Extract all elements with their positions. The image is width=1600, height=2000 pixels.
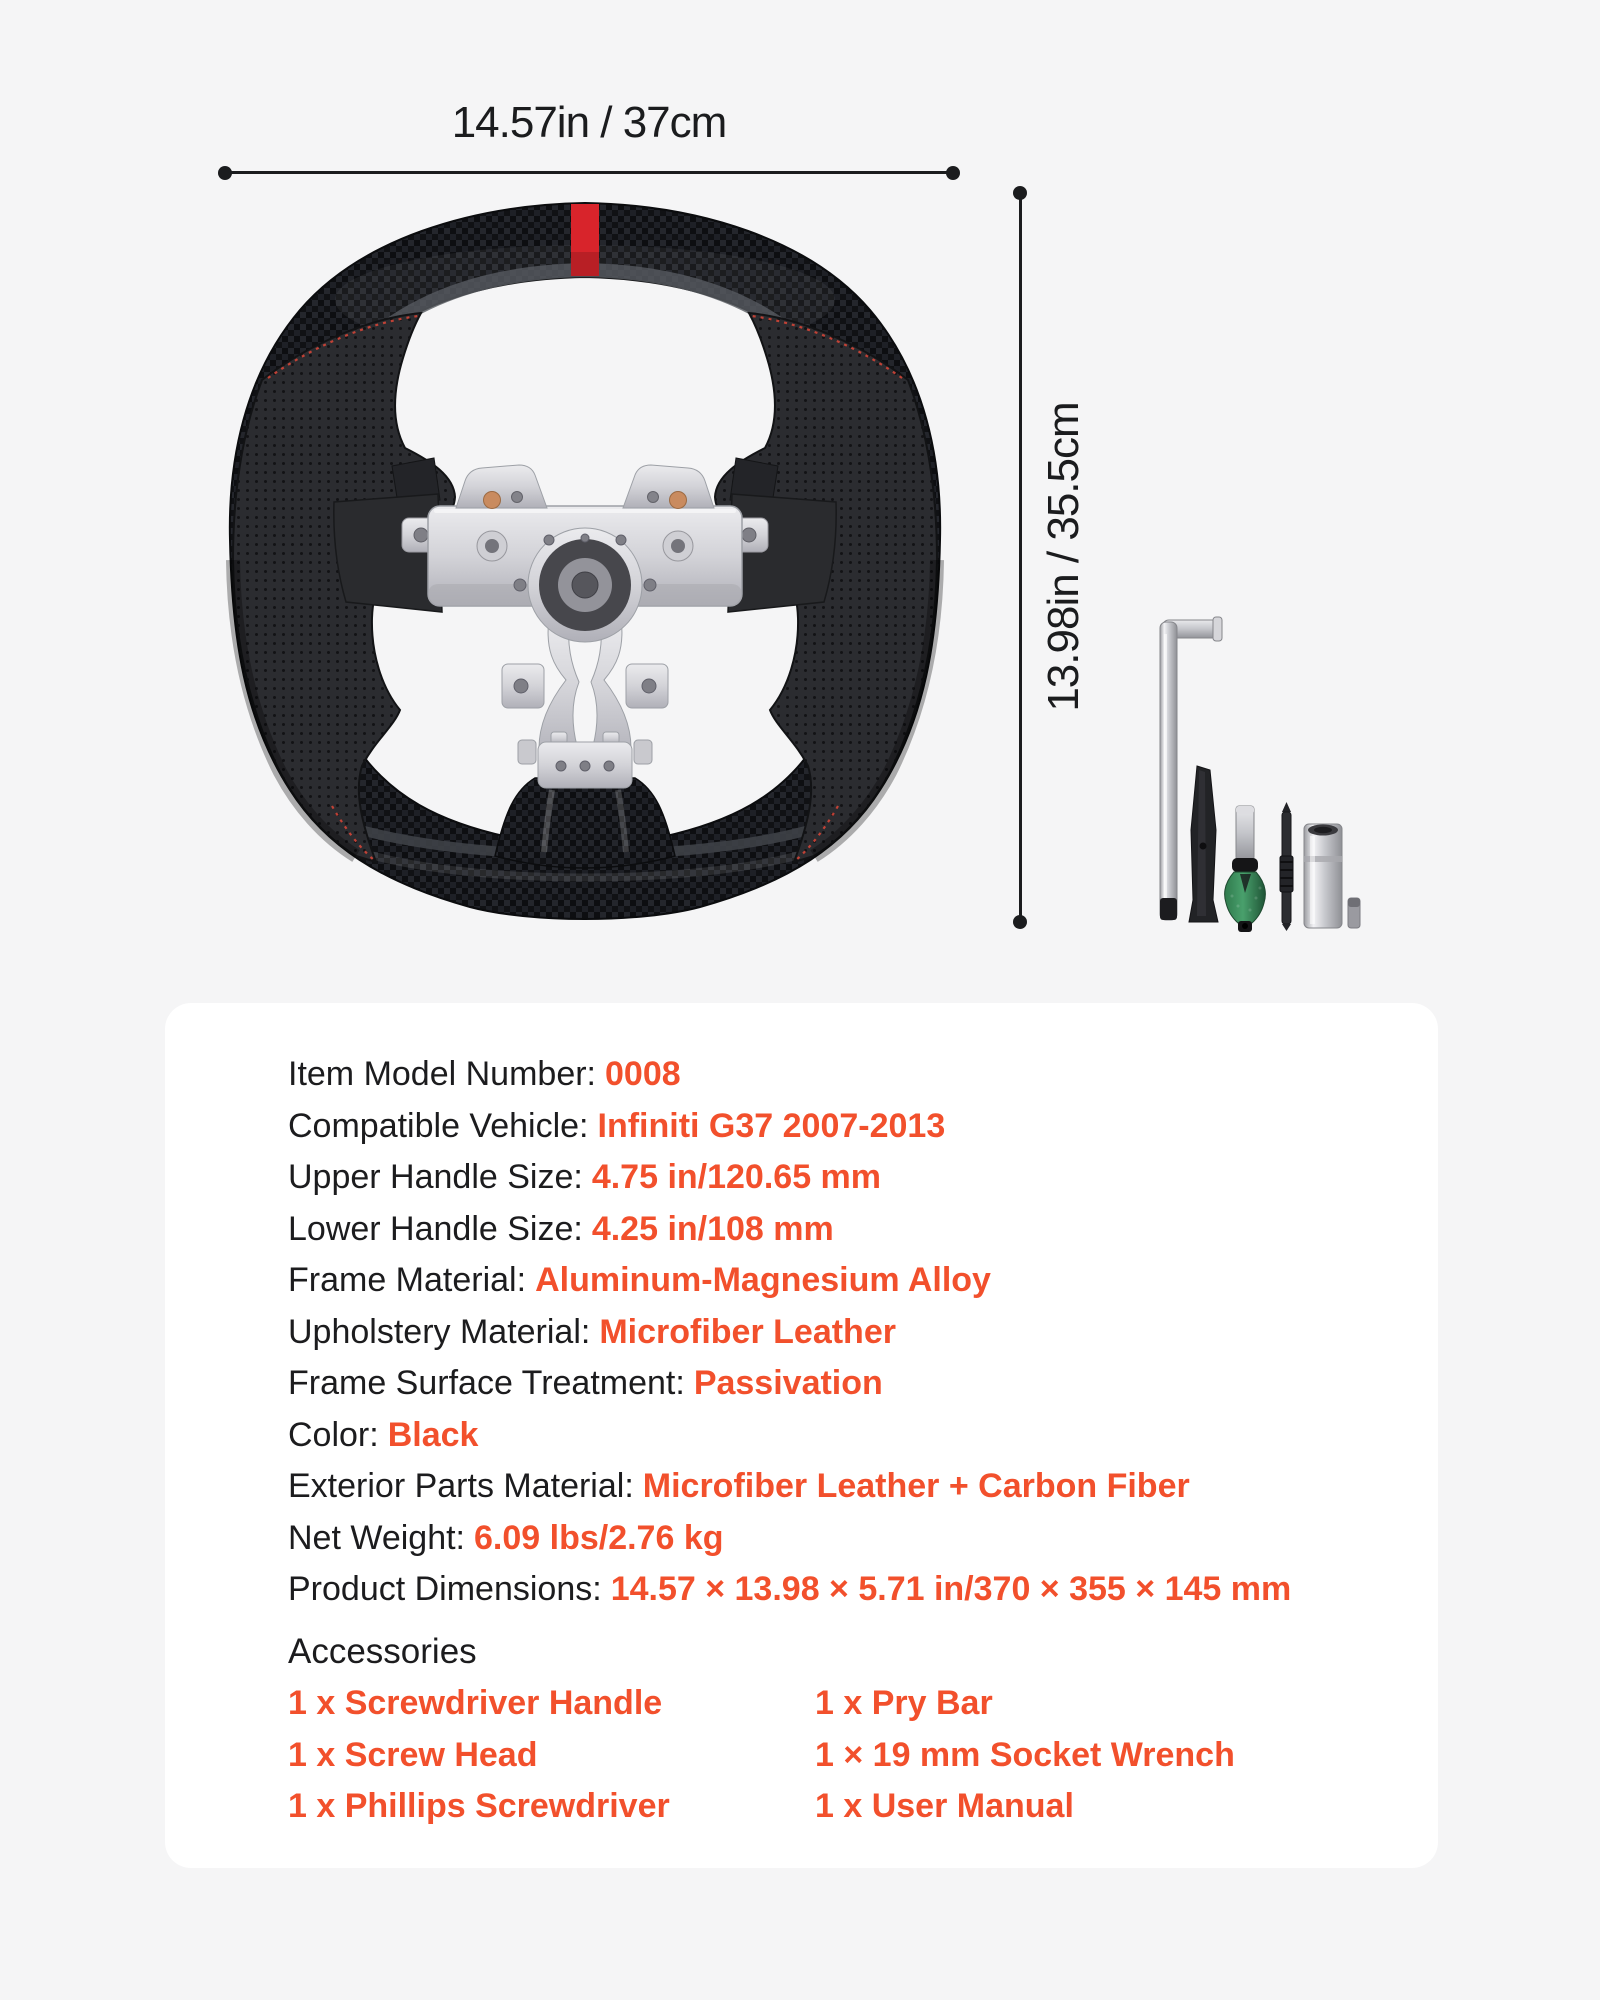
spec-label: Net Weight: <box>288 1518 466 1557</box>
spec-value: 0008 <box>605 1055 681 1094</box>
height-line-top-dot <box>1013 186 1027 200</box>
spec-label: Compatible Vehicle: <box>288 1106 589 1145</box>
accessory-item: 1 × 19 mm Socket Wrench <box>815 1735 1235 1774</box>
spec-value: 4.75 in/120.65 mm <box>591 1158 882 1197</box>
spec-label: Exterior Parts Material: <box>288 1467 634 1506</box>
spec-value: 6.09 lbs/2.76 kg <box>474 1518 724 1557</box>
steering-wheel-illustration <box>215 190 955 940</box>
height-dimension-label: 13.98in / 35.5cm <box>1039 402 1088 712</box>
spec-row <box>288 1101 1291 1153</box>
red-center-stripe <box>571 204 599 276</box>
spec-label: Upper Handle Size: <box>288 1158 583 1197</box>
spec-value: 14.57 × 13.98 × 5.71 in/370 × 355 × 145 mm <box>610 1570 1292 1609</box>
spec-row <box>288 1049 1291 1101</box>
bottom-carbon-trim <box>495 778 675 868</box>
alloy-hub-frame <box>334 458 836 788</box>
spec-value: 4.25 in/108 mm <box>591 1209 834 1248</box>
spec-label: Product Dimensions: <box>288 1570 602 1609</box>
spec-row <box>288 1358 1291 1410</box>
accessory-item: 1 x Screwdriver Handle <box>288 1684 663 1723</box>
accessories-list <box>288 1678 1235 1833</box>
spec-row <box>288 1204 1291 1256</box>
spec-value: Passivation <box>693 1364 883 1403</box>
tools-illustration <box>1145 600 1385 940</box>
spec-row <box>288 1152 1291 1204</box>
socket-wrench-icon <box>1304 824 1342 928</box>
screw-bit-icon <box>1348 898 1360 928</box>
spec-value: Microfiber Leather + Carbon Fiber <box>642 1467 1190 1506</box>
double-ended-bit-icon <box>1280 802 1293 931</box>
width-dimension-label: 14.57in / 37cm <box>451 98 727 147</box>
spec-row <box>288 1564 1291 1616</box>
width-line-left-dot <box>218 166 232 180</box>
width-line-right-dot <box>946 166 960 180</box>
spec-value: Microfiber Leather <box>599 1312 896 1351</box>
spec-label: Item Model Number: <box>288 1055 596 1094</box>
spec-row <box>288 1513 1291 1565</box>
spec-label: Frame Material: <box>288 1261 527 1300</box>
accessory-item: 1 x Phillips Screwdriver <box>288 1787 670 1826</box>
spec-label: Upholstery Material: <box>288 1312 591 1351</box>
pry-bar-icon <box>1189 766 1218 922</box>
spec-row <box>288 1461 1291 1513</box>
width-dimension-line <box>225 171 953 174</box>
accessory-item: 1 x Screw Head <box>288 1735 538 1774</box>
spec-list <box>288 1049 1291 1616</box>
spec-label: Frame Surface Treatment: <box>288 1364 685 1403</box>
spec-value: Infiniti G37 2007-2013 <box>597 1106 946 1145</box>
height-line-bottom-dot <box>1013 915 1027 929</box>
spec-row <box>288 1410 1291 1462</box>
height-dimension-line <box>1019 193 1022 922</box>
spec-row <box>288 1255 1291 1307</box>
accessory-item: 1 x User Manual <box>815 1787 1074 1826</box>
spec-value: Aluminum-Magnesium Alloy <box>535 1261 991 1300</box>
spec-row <box>288 1307 1291 1359</box>
screwdriver-handle-icon <box>1225 806 1266 932</box>
accessories-title: Accessories <box>288 1632 477 1671</box>
spec-value: Black <box>387 1415 479 1454</box>
accessory-item: 1 x Pry Bar <box>815 1684 993 1723</box>
spec-label: Color: <box>288 1415 379 1454</box>
spec-label: Lower Handle Size: <box>288 1209 583 1248</box>
spec-card <box>165 1003 1438 1868</box>
